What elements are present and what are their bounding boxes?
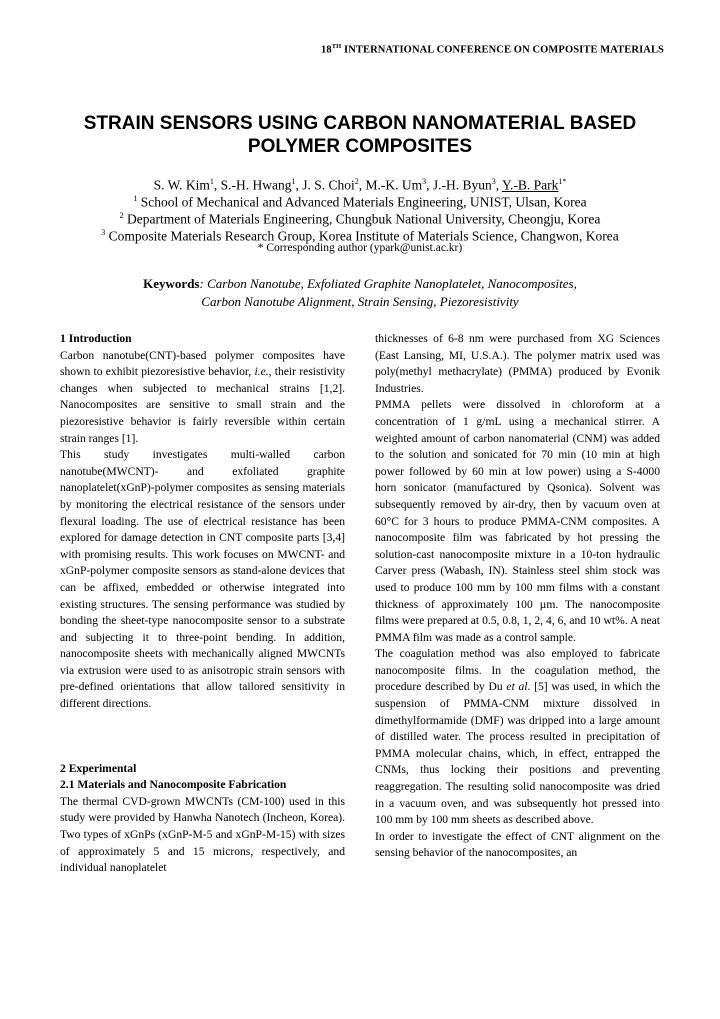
author: M.-K. Um — [365, 177, 423, 193]
right-paragraph-1: thicknesses of 6-8 nm were purchased from XG Sciences (East Lansing, MI, U.S.A.). The polymer matrix used was poly(methyl methacrylate) (PMMA) produced by Evonik Industries. — [375, 332, 660, 395]
affiliation-text: Department of Materials Engineering, Chungbuk National University, Cheongju, Korea — [123, 211, 601, 227]
subsection-heading-materials: 2.1 Materials and Nanocomposite Fabrication — [60, 778, 287, 792]
affiliation-text: School of Mechanical and Advanced Materials Engineering, UNIST, Ulsan, Korea — [137, 194, 587, 210]
section-heading-experimental: 2 Experimental — [60, 761, 137, 775]
corresponding-author-note: * Corresponding author (ypark@unist.ac.kr) — [257, 242, 463, 254]
corresponding-author: Y.-B. Park — [502, 177, 559, 193]
section-gap — [60, 713, 345, 761]
author-separator: , — [213, 177, 221, 193]
author-affiliation-mark: 1* — [558, 177, 567, 186]
intro-paragraph-2: This study investigates multi-walled carbon nanotube(MWCNT)- and exfoliated graphite nanoplatelet(xGnP)-polymer composites as sensing materials by monitoring the electrical resistance of the sensors under flexural loading. The use of electrical resistance has been explored for damage detection in CNT composite parts [3,4] with promising results. This work focuses on MWCNT- and xGnP-polymer composite sensors as stand-alone devices that can be affixed, embedded or otherwise integrated into existing structures. The sensing performance was studied by bonding the sheet-type nanocomposite sensor to a substrate and subjecting it to three-point bending. In addition, nanocomposite sheets with mechanically aligned MWCNTs via extrusion were used to as anisotropic strain sensors with pre-defined orientations that allow tailored sensitivity in different directions. — [60, 448, 345, 711]
section-heading-introduction: 1 Introduction — [60, 332, 132, 345]
left-column — [60, 331, 345, 877]
author: S.-H. Hwang — [220, 177, 292, 193]
right-p3-text-a: The coagulation method was also employed to fabricate nanocomposite films. In the coagulation method, the procedure described by Du — [375, 647, 660, 694]
author: J.-H. Byun — [432, 177, 492, 193]
intro-p1-ie: i.e. — [254, 365, 269, 379]
keywords-line-1 — [80, 275, 640, 293]
keywords-text-1: : Carbon Nanotube, Exfoliated Graphite Nanoplatelet, Nanocomposites, — [199, 276, 577, 291]
affiliation-number: 3 — [101, 228, 106, 237]
author-affiliation-mark: 2 — [354, 177, 359, 186]
keywords-label: Keywords — [143, 276, 200, 291]
right-paragraph-2: PMMA pellets were dissolved in chloroform at a concentration of 1 g/mL using a mechanical stirrer. A weighted amount of carbon nanomaterial (CNM) was added to the solution and sonicated for 70 min (10 min at high power followed by 60 min at low power) using a S-4000 horn sonicator (manufactured by Qsonica). Solvent was subsequently removed by air-dry, then by vacuum oven at 60°C for 3 hours to produce PMMA-CNM composites. A nanocomposite film was fabricated by hot pressing the solution-cast nanocomposite mixture in a 10-ton hydraulic Carver press (Wabash, IN). Stainless steel shim stock was used to produce 100 mm by 100 mm films with a constant thickness of approximately 100 µm. The nanocomposite films were prepared at 0.5, 0.8, 1, 2, 4, 6, and 10 wt%. A neat PMMA film was made as a control sample. — [375, 398, 660, 644]
title-line-1: STRAIN SENSORS USING CARBON NANOMATERIAL BASED — [83, 113, 637, 134]
affiliation-number: 1 — [133, 194, 138, 203]
right-p3-text-b: . [5] was used, in which the suspension of PMMA-CNM mixture dissolved in dimethylformamide (DMF) was dripped into a large amount of distilled water. The process resulted in precipitation of PMMA molecular chains, which, in effect, entrapped the CNMs, thus locking their positions and preventing reaggregation. The resulting solid nanocomposite was dried in a vacuum oven, and was subsequently hot pressed into 100 mm by 100 mm sheets as described above. — [375, 680, 660, 827]
author: S. W. Kim — [153, 177, 210, 193]
keywords-block — [80, 275, 640, 311]
right-column — [375, 331, 660, 862]
author-affiliation-mark: 1 — [209, 177, 214, 186]
author-affiliation-mark: 1 — [291, 177, 296, 186]
author-affiliation-mark: 3 — [422, 177, 427, 186]
header-sup: TH — [331, 43, 342, 50]
right-p3-et-al: et al — [506, 680, 528, 694]
right-paragraph-3 — [375, 646, 660, 829]
author-affiliation-mark: 3 — [491, 177, 496, 186]
right-paragraph-4: In order to investigate the effect of CNT alignment on the sensing behavior of the nanocomposites, an — [375, 829, 660, 860]
author-separator: , — [495, 177, 503, 193]
title-line-2: POLYMER COMPOSITES — [247, 136, 473, 157]
author-separator: , — [295, 177, 303, 193]
affiliation-text: Composite Materials Research Group, Korea Institute of Materials Science, Changwon, Korea — [105, 228, 619, 244]
intro-p1-text-a: Carbon nanotube(CNT)-based polymer composites have shown to exhibit piezoresistive behavior, — [60, 348, 345, 379]
author-separator: , — [358, 177, 366, 193]
experimental-paragraph-1: The thermal CVD-grown MWCNTs (CM-100) used in this study were provided by Hanwha Nanotech (Incheon, Korea). Two types of xGnPs (xGnP-M-5 and xGnP-M-15) with sizes of approximately 5 and 15 microns, respectively, and individual nanoplatelet — [60, 794, 345, 875]
affiliation-number: 2 — [119, 211, 124, 220]
keywords-line-2: Carbon Nanotube Alignment, Strain Sensing, Piezoresistivity — [201, 294, 519, 309]
author-separator: , — [426, 177, 433, 193]
intro-paragraph-1 — [60, 348, 345, 448]
header-text: INTERNATIONAL CONFERENCE ON COMPOSITE MATERIALS — [341, 44, 664, 56]
paper-title — [60, 112, 660, 158]
intro-p1-text-b: , their resistivity changes when subjected to mechanical strains [1,2]. Nanocomposites are sensitive to small strain and the piezoresistive behavior is fairly reversible within certain strain ranges [1]. — [60, 365, 345, 445]
running-header — [0, 43, 720, 56]
author: J. S. Choi — [302, 177, 355, 193]
header-number: 18 — [321, 44, 332, 56]
